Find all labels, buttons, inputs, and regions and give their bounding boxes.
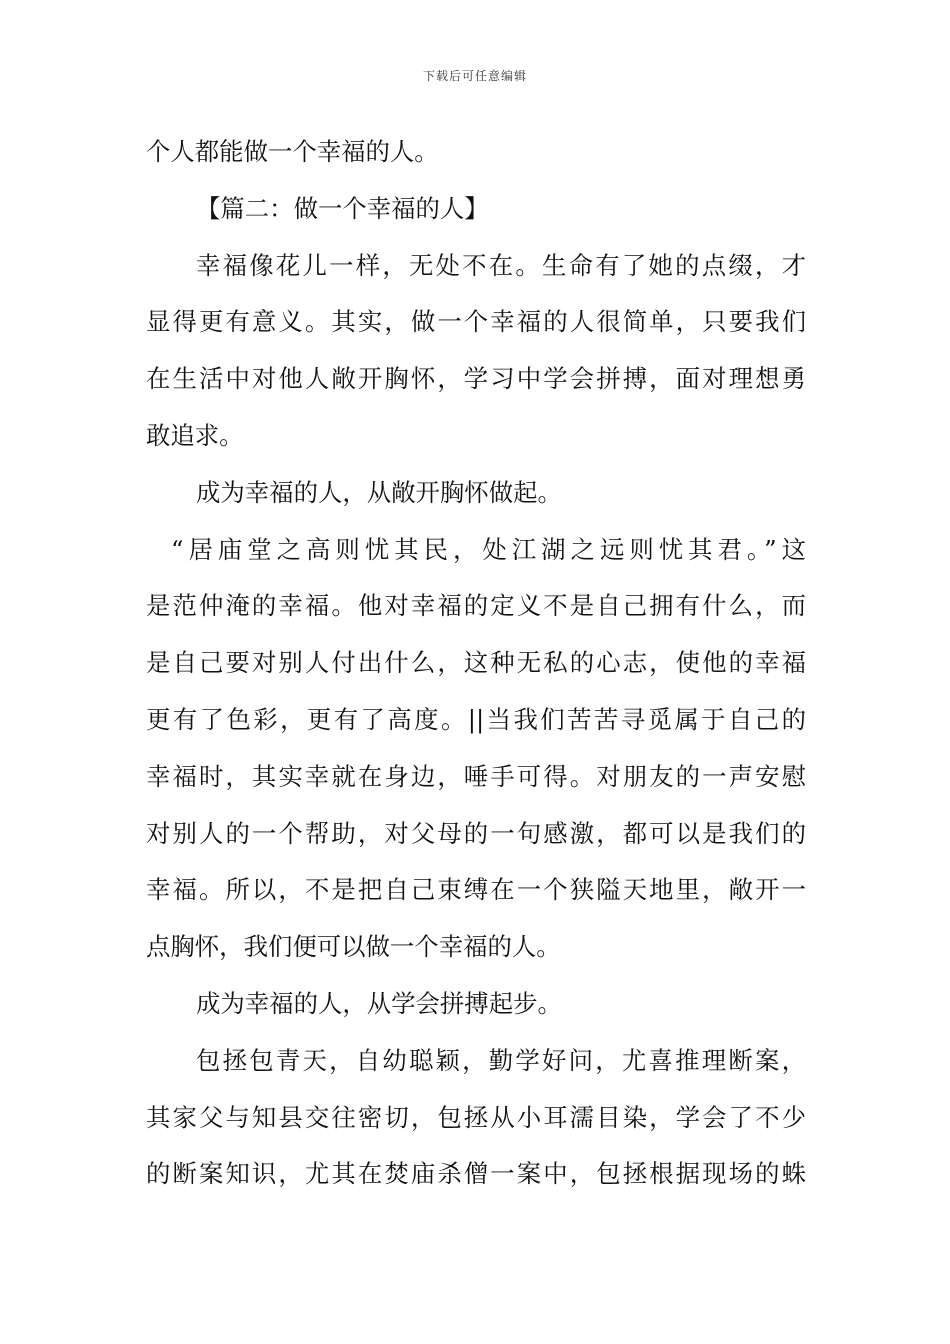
text-line: 显得更有意义。其实，做一个幸福的人很简单，只要我们	[146, 307, 806, 337]
text-line: 是范仲淹的幸福。他对幸福的定义不是自己拥有什么，而	[146, 591, 806, 621]
text-line: 成为幸福的人，从敞开胸怀做起。	[196, 477, 562, 507]
text-line: “居庙堂之高则忧其民，处江湖之远则忧其君。”这	[171, 534, 806, 564]
text-line: 更有了色彩，更有了高度。||当我们苦苦寻觅属于自己的	[146, 704, 806, 734]
text-line: 在生活中对他人敞开胸怀，学习中学会拼搏，面对理想勇	[146, 364, 806, 394]
text-line: 是自己要对别人付出什么，这种无私的心志，使他的幸福	[146, 648, 806, 678]
body-text	[146, 124, 806, 1203]
text-line: 【篇二：做一个幸福的人】	[196, 193, 489, 223]
text-line: 幸福时，其实幸就在身边，唾手可得。对朋友的一声安慰	[146, 761, 806, 791]
text-line: 幸福。所以，不是把自己束缚在一个狭隘天地里，敞开一	[146, 875, 806, 905]
text-line: 幸福像花儿一样，无处不在。生命有了她的点缀，才	[196, 250, 806, 280]
text-line: 敢追求。	[146, 420, 244, 450]
text-line: 对别人的一个帮助，对父母的一句感激，都可以是我们的	[146, 818, 806, 848]
text-line: 成为幸福的人，从学会拼搏起步。	[196, 988, 562, 1018]
text-line: 点胸怀，我们便可以做一个幸福的人。	[146, 932, 561, 962]
page-header: 下载后可任意编辑	[422, 69, 527, 83]
text-line: 的断案知识，尤其在焚庙杀僧一案中，包拯根据现场的蛛	[146, 1159, 806, 1189]
text-line: 其家父与知县交往密切，包拯从小耳濡目染，学会了不少	[146, 1102, 806, 1132]
text-line: 包拯包青天，自幼聪颖，勤学好问，尤喜推理断案，	[196, 1045, 806, 1075]
text-line: 个人都能做一个幸福的人。	[146, 137, 439, 166]
